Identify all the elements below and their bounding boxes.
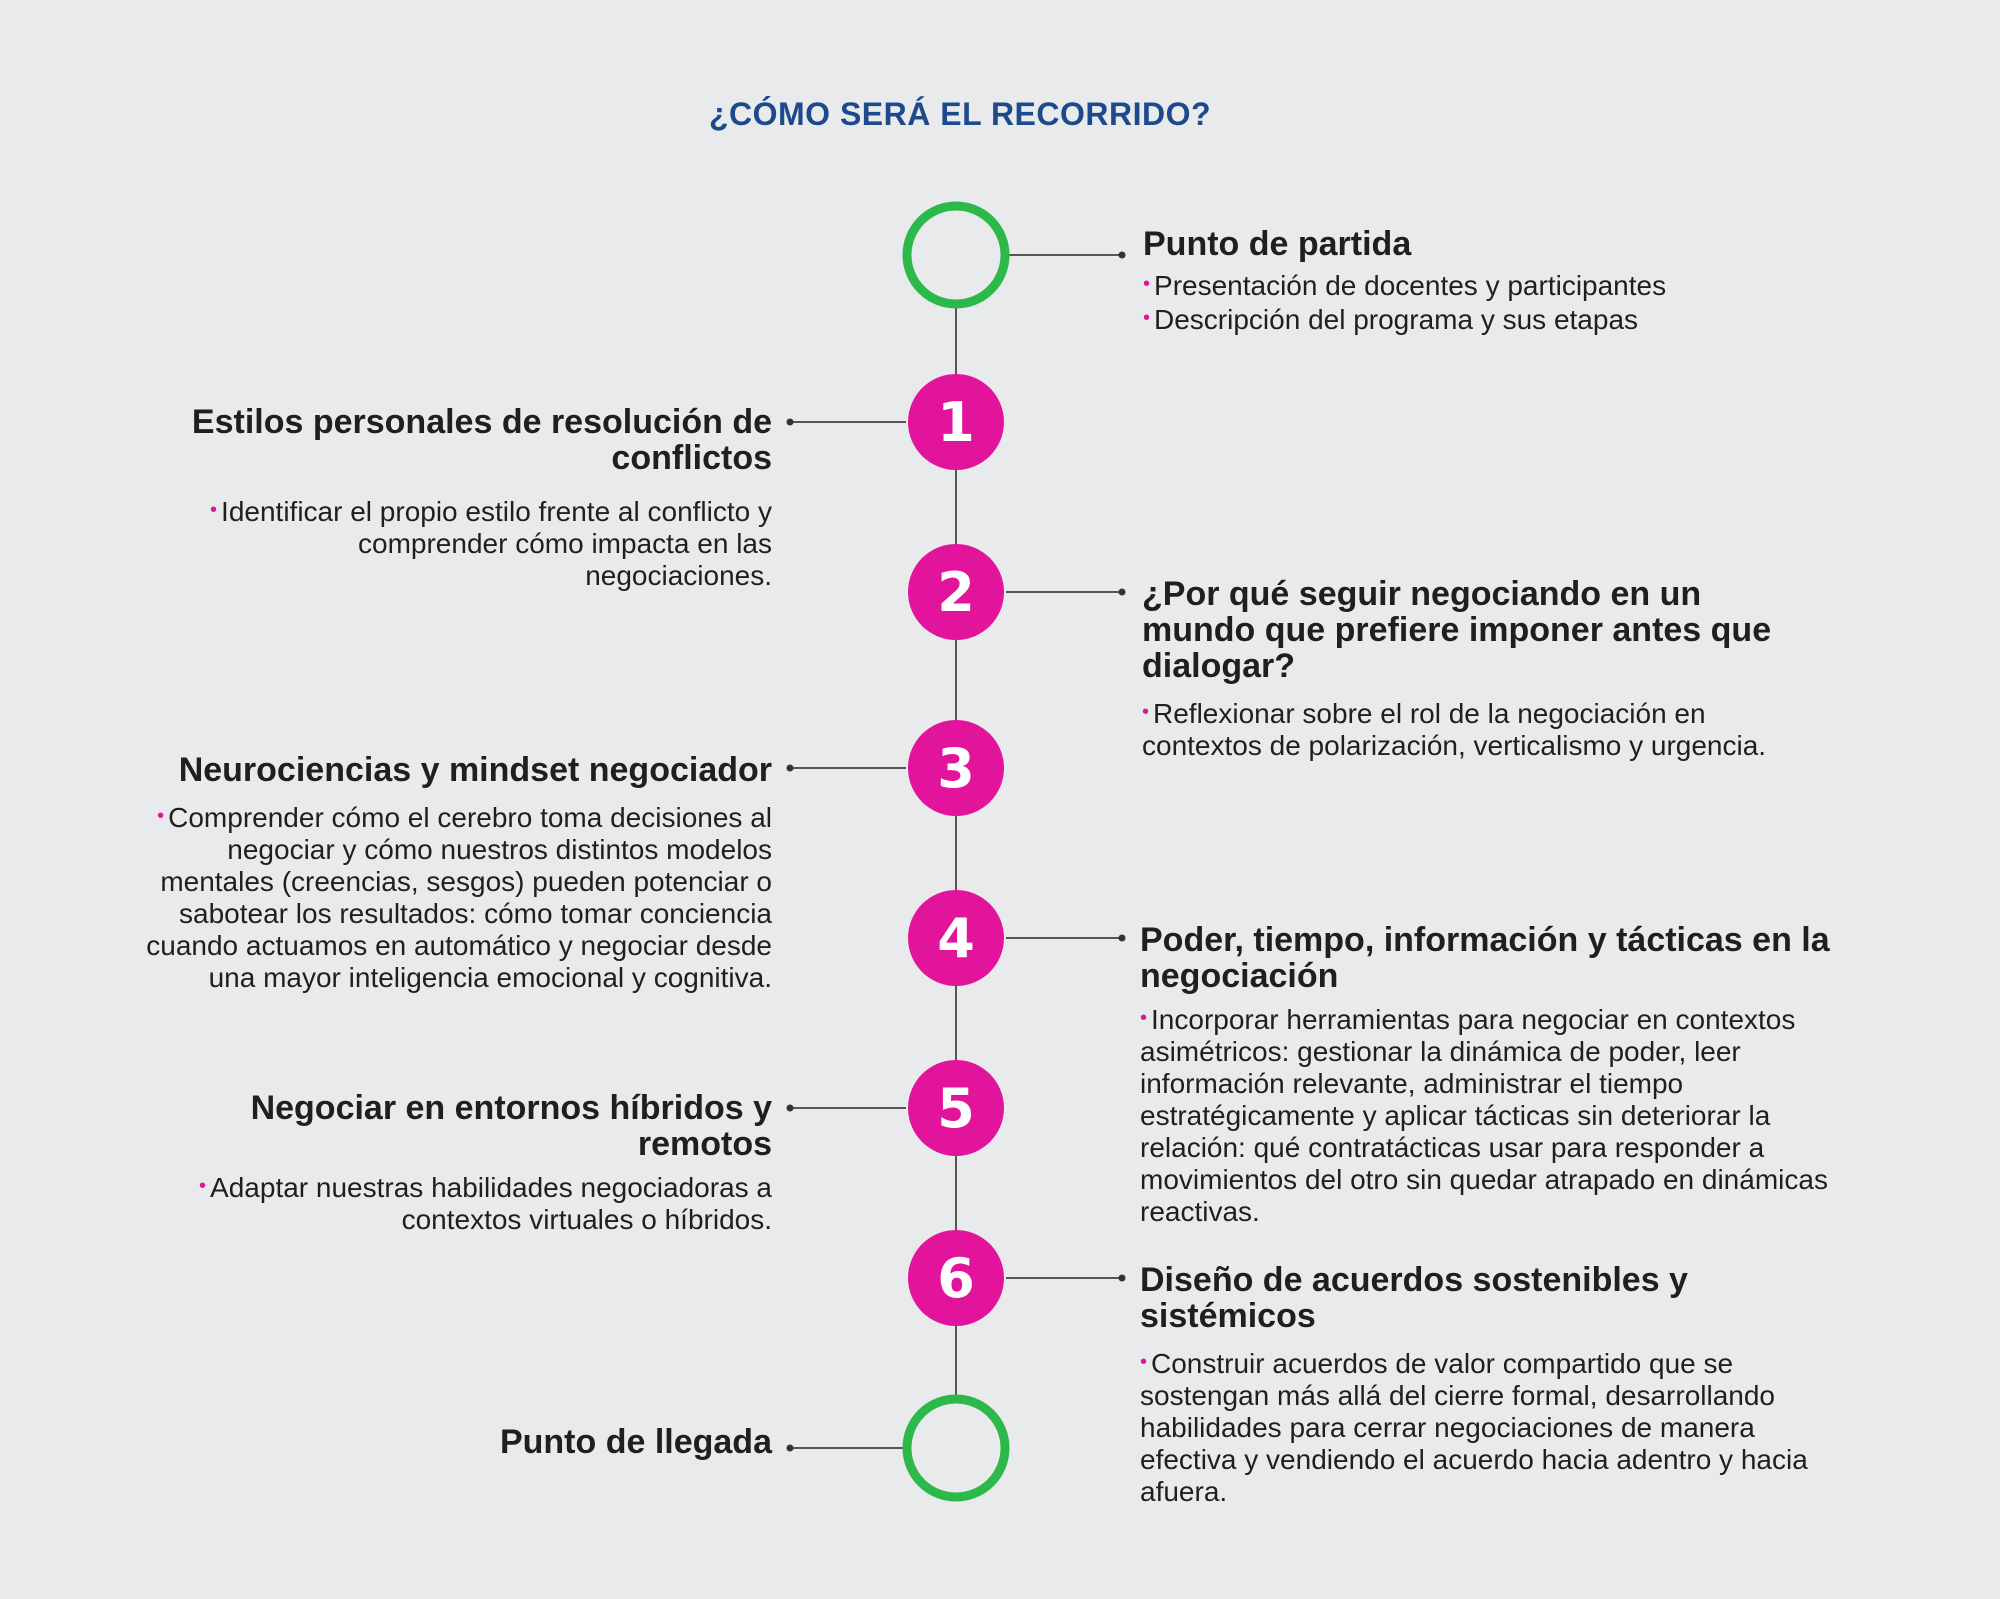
- stage-item: • Comprender cómo el cerebro toma decisiones al negociar y cómo nuestros distintos modelos mentales (creencias, sesgos) pueden potenciar o sabotear los resultados: cómo tomar conciencia cuando actuamos en automático y negociar desde una mayor inteligencia emocional y cognitiva.: [146, 802, 772, 993]
- connector-dot: [787, 765, 794, 772]
- stage-heading: Punto de llegada: [499, 1423, 772, 1461]
- stage-item: • Presentación de docentes y participantes: [1143, 270, 1667, 301]
- bullet-icon: •: [1143, 273, 1151, 295]
- stage-heading: ¿Por qué seguir negociando en un mundo que prefiere imponer antes que dialogar?: [1142, 575, 1772, 685]
- stage-start: [1143, 226, 1763, 336]
- bullet-icon: •: [1143, 307, 1151, 329]
- bullet-icon: •: [157, 805, 165, 827]
- connector-dot: [1119, 935, 1126, 942]
- stage-6: [1140, 1262, 1840, 1508]
- stage-4: [1140, 922, 1840, 1228]
- stage-heading: Diseño de acuerdos sostenibles y sistémicos: [1140, 1261, 1688, 1335]
- bullet-icon: •: [210, 499, 218, 521]
- stage-5: [160, 1090, 772, 1236]
- stage-number: 5: [937, 1077, 975, 1140]
- endpoint-circle: [907, 206, 1005, 304]
- stage-item: • Reflexionar sobre el rol de la negociación en contextos de polarización, verticalismo y urgencia.: [1142, 698, 1767, 761]
- stage-item: • Incorporar herramientas para negociar en contextos asimétricos: gestionar la dinámica de poder, leer información relevante, administrar el tiempo estratégicamente y aplicar tácticas sin deteriorar la relación: qué contratácticas usar para responder a movimientos del otro sin quedar atrapado en dinámicas reactivas.: [1140, 1004, 1828, 1227]
- stage-number: 2: [937, 561, 975, 624]
- diagram-title: ¿CÓMO SERÁ EL RECORRIDO?: [708, 96, 1212, 132]
- stage-heading: Negociar en entornos híbridos y remotos: [250, 1089, 772, 1163]
- connector-dot: [1119, 252, 1126, 259]
- stage-heading: Poder, tiempo, información y tácticas en la negociación: [1140, 921, 1830, 995]
- endpoint-circle: [907, 1399, 1005, 1497]
- stage-3: [130, 752, 772, 994]
- bullet-icon: •: [1142, 701, 1150, 723]
- stage-number: 6: [937, 1247, 975, 1310]
- connector-dot: [787, 419, 794, 426]
- stage-1: [180, 404, 772, 592]
- stage-item: • Identificar el propio estilo frente al conflicto y comprender cómo impacta en las negociaciones.: [210, 496, 772, 591]
- connector-dot: [1119, 1275, 1126, 1282]
- connector-dot: [787, 1445, 794, 1452]
- stage-end: [300, 1424, 772, 1460]
- stage-number: 1: [937, 391, 975, 454]
- connector-dot: [787, 1105, 794, 1112]
- stage-item: • Construir acuerdos de valor compartido que se sostengan más allá del cierre formal, desarrollando habilidades para cerrar negociaciones de manera efectiva y vendiendo el acuerdo hacia adentro y hacia afuera.: [1140, 1348, 1808, 1507]
- stage-2: [1142, 576, 1782, 762]
- stage-heading: Neurociencias y mindset negociador: [178, 751, 772, 789]
- connector-dot: [1119, 589, 1126, 596]
- bullet-icon: •: [1140, 1351, 1148, 1373]
- stage-heading: Punto de partida: [1143, 225, 1412, 263]
- stage-item: • Descripción del programa y sus etapas: [1143, 304, 1639, 335]
- bullet-icon: •: [199, 1175, 207, 1197]
- bullet-icon: •: [1140, 1007, 1148, 1029]
- stage-number: 3: [937, 737, 975, 800]
- stage-item: • Adaptar nuestras habilidades negociadoras a contextos virtuales o híbridos.: [199, 1172, 772, 1235]
- stage-heading: Estilos personales de resolución de conflictos: [191, 403, 772, 477]
- stage-number: 4: [937, 907, 975, 970]
